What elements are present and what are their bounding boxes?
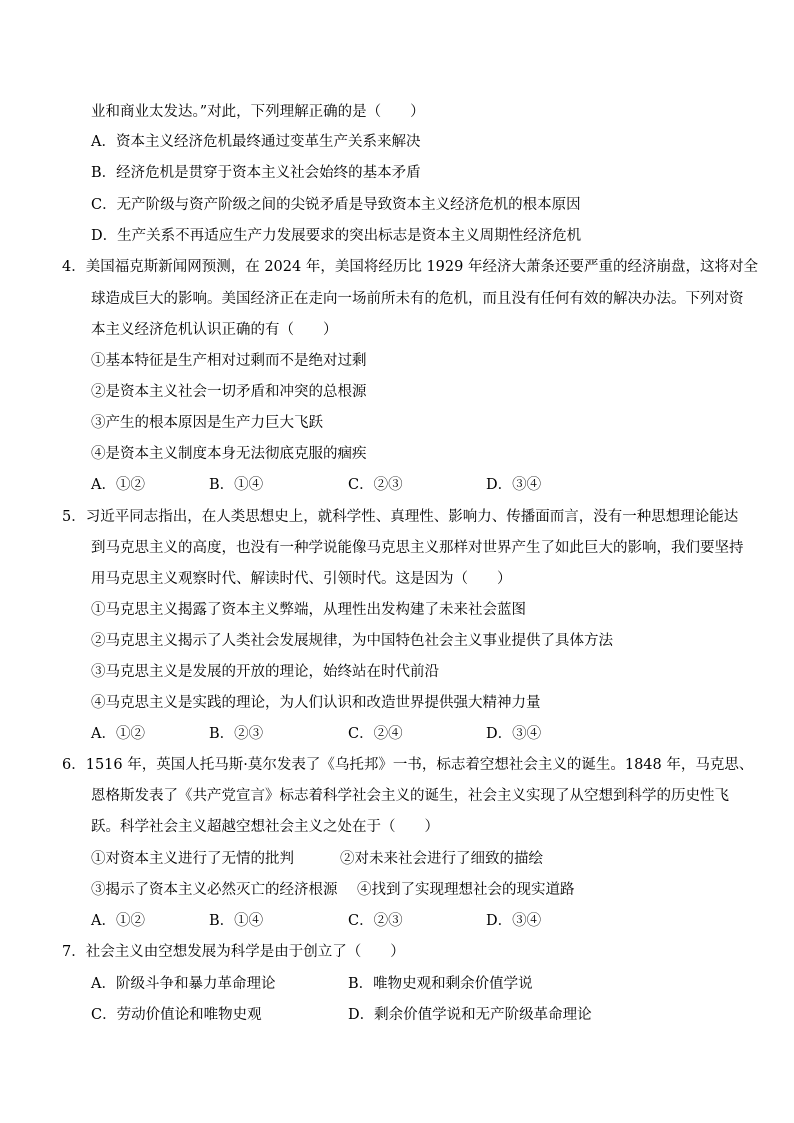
q5-stem-line-2: 到马克思主义的高度，也没有一种学说能像马克思主义那样对世界产生了如此巨大的影响，我们要坚持 bbox=[91, 540, 744, 556]
q6-item-3: ③揭示了资本主义必然灭亡的经济根源 bbox=[91, 882, 338, 898]
q4-stem-line-1: 4．美国福克斯新闻网预测，在 2024 年，美国将经历比 1929 年经济大萧条还要严重的经济崩盘，这将对全 bbox=[62, 259, 758, 275]
q5-item-3: ③马克思主义是发展的开放的理论，始终站在时代前沿 bbox=[91, 664, 439, 680]
q3-option-c: C．无产阶级与资产阶级之间的尖锐矛盾是导致资本主义经济危机的根本原因 bbox=[91, 197, 581, 213]
q5-stem-line-1: 5．习近平同志指出，在人类思想史上，就科学性、真理性、影响力、传播面而言，没有一种思想理论能达 bbox=[62, 509, 739, 525]
q4-stem-line-3: 本主义经济危机认识正确的有（ ） bbox=[91, 322, 338, 338]
q5-choice-d: D．③④ bbox=[486, 726, 542, 742]
q4-item-4: ④是资本主义制度本身无法彻底克服的痼疾 bbox=[91, 446, 367, 462]
q3-option-b: B．经济危机是贯穿于资本主义社会始终的基本矛盾 bbox=[91, 165, 421, 181]
q7-option-b: B．唯物史观和剩余价值学说 bbox=[348, 976, 533, 992]
q3-stem-tail: 业和商业太发达。”对此，下列理解正确的是（ ） bbox=[91, 104, 425, 120]
q7-option-a: A．阶级斗争和暴力革命理论 bbox=[91, 976, 276, 992]
q6-choice-c: C．②③ bbox=[348, 913, 403, 929]
q4-choice-b: B．①④ bbox=[209, 477, 264, 493]
q5-stem-line-3: 用马克思主义观察时代、解读时代、引领时代。这是因为（ ） bbox=[91, 571, 512, 587]
q6-choice-d: D．③④ bbox=[486, 913, 542, 929]
q6-choice-b: B．①④ bbox=[209, 913, 264, 929]
q3-option-a: A．资本主义经济危机最终通过变革生产关系来解决 bbox=[91, 134, 421, 150]
q6-item-1: ①对资本主义进行了无情的批判 bbox=[91, 851, 294, 867]
q4-choice-d: D．③④ bbox=[486, 477, 542, 493]
q6-stem-line-1: 6．1516 年，英国人托马斯·莫尔发表了《乌托邦》一书，标志着空想社会主义的诞生。1848 年，马克思、 bbox=[62, 757, 754, 773]
q4-item-1: ①基本特征是生产相对过剩而不是绝对过剩 bbox=[91, 353, 367, 369]
q6-stem-line-3: 跃。科学社会主义超越空想社会主义之处在于（ ） bbox=[91, 819, 439, 835]
q7-option-d: D．剩余价值学说和无产阶级革命理论 bbox=[348, 1007, 592, 1023]
q5-choice-c: C．②④ bbox=[348, 726, 403, 742]
q3-option-d: D．生产关系不再适应生产力发展要求的突出标志是资本主义周期性经济危机 bbox=[91, 228, 582, 244]
q6-stem-line-2: 恩格斯发表了《共产党宣言》标志着科学社会主义的诞生，社会主义实现了从空想到科学的历史性飞 bbox=[91, 788, 729, 804]
q4-stem-line-2: 球造成巨大的影响。美国经济正在走向一场前所未有的危机，而且没有任何有效的解决办法。下列对资 bbox=[91, 291, 744, 307]
q6-choice-a: A．①② bbox=[91, 913, 145, 929]
q4-item-2: ②是资本主义社会一切矛盾和冲突的总根源 bbox=[91, 384, 367, 400]
q6-item-4: ④找到了实现理想社会的现实道路 bbox=[357, 882, 575, 898]
q4-choice-a: A．①② bbox=[91, 477, 145, 493]
q5-item-2: ②马克思主义揭示了人类社会发展规律，为中国特色社会主义事业提供了具体方法 bbox=[91, 633, 613, 649]
q4-choice-c: C．②③ bbox=[348, 477, 403, 493]
q5-item-1: ①马克思主义揭露了资本主义弊端，从理性出发构建了未来社会蓝图 bbox=[91, 602, 526, 618]
q5-choice-b: B．②③ bbox=[209, 726, 264, 742]
q7-stem: 7．社会主义由空想发展为科学是由于创立了（ ） bbox=[62, 944, 405, 960]
q4-item-3: ③产生的根本原因是生产力巨大飞跃 bbox=[91, 415, 323, 431]
q5-item-4: ④马克思主义是实践的理论，为人们认识和改造世界提供强大精神力量 bbox=[91, 695, 541, 711]
q5-choice-a: A．①② bbox=[91, 726, 145, 742]
q7-option-c: C．劳动价值论和唯物史观 bbox=[91, 1007, 262, 1023]
q6-item-2: ②对未来社会进行了细致的描绘 bbox=[340, 851, 543, 867]
